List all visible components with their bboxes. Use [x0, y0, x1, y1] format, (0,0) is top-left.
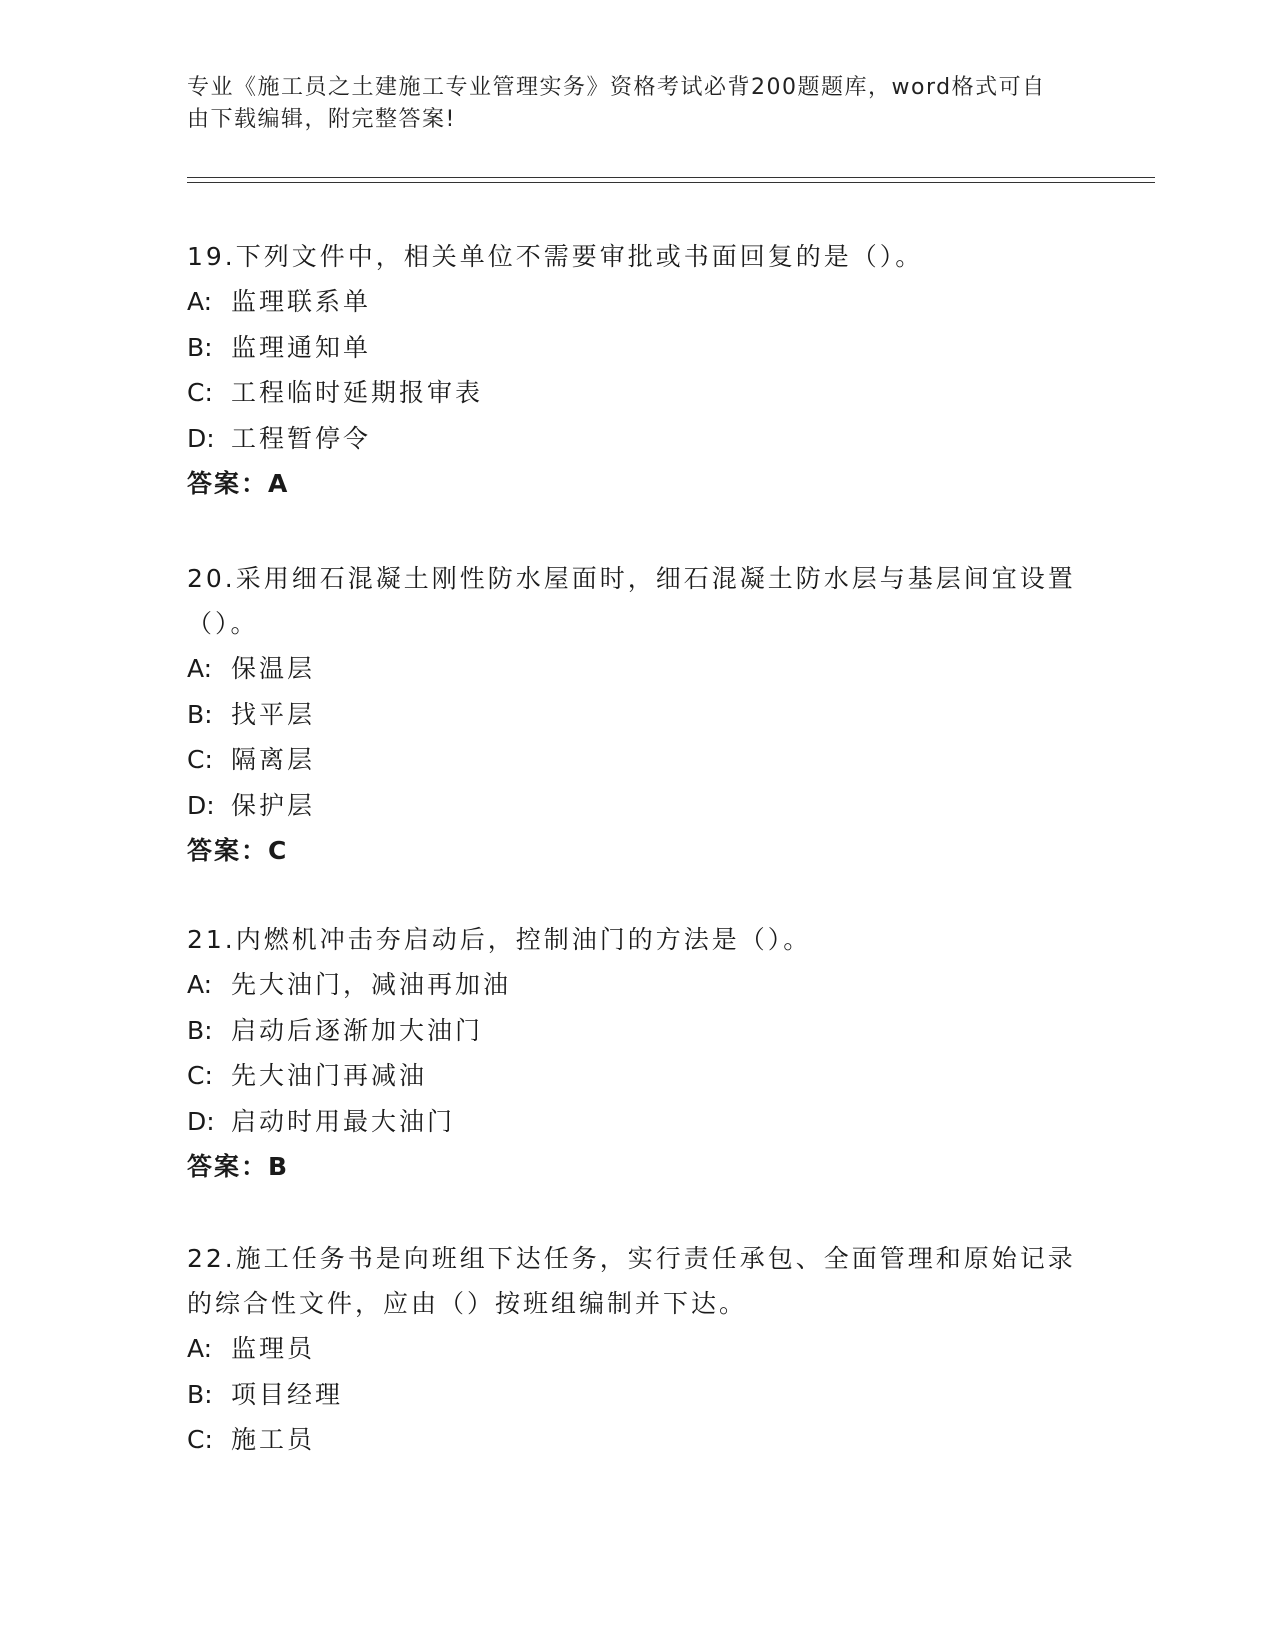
option-text: 监理员	[231, 1334, 316, 1363]
option-letter: A:	[187, 654, 213, 683]
option-b	[187, 1372, 1087, 1418]
option-letter: B:	[187, 699, 213, 729]
option-d	[187, 416, 1087, 462]
question-21	[187, 917, 1087, 1189]
option-text: 启动后逐渐加大油门	[231, 1015, 484, 1045]
option-text: 项目经理	[231, 1379, 344, 1409]
answer-line: 答案：B	[187, 1152, 290, 1181]
option-text: 监理通知单	[231, 332, 372, 362]
option-a	[187, 1326, 1087, 1372]
question-22	[187, 1236, 1087, 1463]
option-letter: C:	[187, 1061, 213, 1090]
option-text: 工程临时延期报审表	[231, 378, 484, 407]
question-stem: 22.施工任务书是向班组下达任务，实行责任承包、全面管理和原始记录的综合性文件，应由（）按班组编制并下达。	[187, 1244, 1076, 1318]
question-stem: 21.内燃机冲击夯启动后，控制油门的方法是（）。	[187, 925, 812, 954]
option-letter: A:	[187, 287, 213, 316]
option-letter: A:	[187, 1334, 213, 1363]
document-header	[187, 72, 1067, 136]
option-letter: B:	[187, 332, 213, 362]
option-letter: C:	[187, 378, 213, 407]
answer-line: 答案：A	[187, 469, 290, 498]
question-stem: 19.下列文件中，相关单位不需要审批或书面回复的是（）。	[187, 242, 924, 271]
option-a	[187, 962, 1087, 1008]
option-a	[187, 279, 1087, 325]
option-c	[187, 737, 1087, 783]
option-d	[187, 783, 1087, 829]
option-letter: D:	[187, 1106, 215, 1136]
option-b	[187, 325, 1087, 371]
option-letter: B:	[187, 1379, 213, 1409]
option-text: 找平层	[231, 699, 316, 729]
question-20	[187, 556, 1087, 873]
option-text: 工程暂停令	[231, 423, 372, 453]
header-intro-text: 专业《施工员之土建施工专业管理实务》资格考试必背200题题库，word格式可自由下载编辑，附完整答案!	[187, 75, 1046, 132]
option-c	[187, 1417, 1087, 1463]
option-b	[187, 1008, 1087, 1054]
header-divider-top	[187, 177, 1155, 178]
option-b	[187, 692, 1087, 738]
option-letter: C:	[187, 1425, 213, 1454]
question-19	[187, 234, 1087, 506]
option-text: 隔离层	[231, 745, 316, 774]
option-c	[187, 1053, 1087, 1099]
option-text: 先大油门再减油	[231, 1061, 428, 1090]
option-text: 启动时用最大油门	[231, 1106, 456, 1136]
option-letter: D:	[187, 423, 215, 453]
option-d	[187, 1099, 1087, 1145]
option-text: 先大油门，减油再加油	[231, 970, 512, 999]
option-c	[187, 370, 1087, 416]
option-a	[187, 646, 1087, 692]
question-stem: 20.采用细石混凝土刚性防水屋面时，细石混凝土防水层与基层间宜设置（）。	[187, 564, 1076, 638]
option-letter: A:	[187, 970, 213, 999]
option-text: 监理联系单	[231, 287, 372, 316]
option-letter: C:	[187, 745, 213, 774]
option-text: 施工员	[231, 1425, 316, 1454]
header-divider-bottom	[187, 182, 1155, 183]
option-text: 保护层	[231, 790, 316, 820]
option-letter: B:	[187, 1015, 213, 1045]
answer-line: 答案：C	[187, 836, 289, 865]
option-letter: D:	[187, 790, 215, 820]
option-text: 保温层	[231, 654, 316, 683]
